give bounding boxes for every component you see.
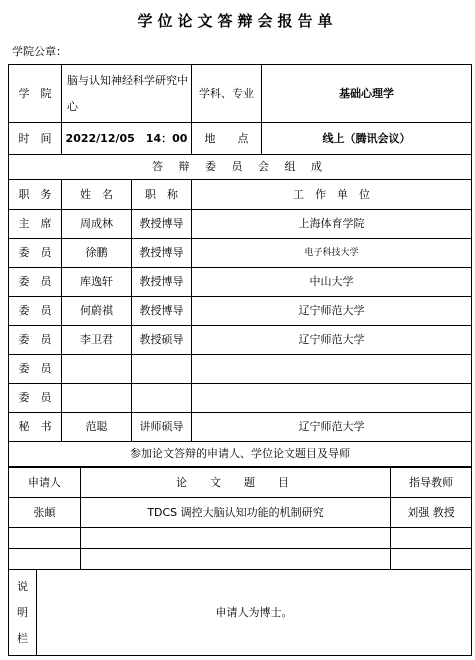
unit-cell: 辽宁师范大学: [192, 413, 472, 442]
page-title: 学位论文答辩会报告单: [137, 12, 338, 30]
committee-heading: 答 辩 委 员 会 组 成: [9, 155, 472, 180]
role-cell: 委 员: [9, 268, 62, 297]
col-name-header: 姓 名: [62, 180, 132, 210]
applicant-cell: [9, 549, 81, 570]
thesis-cell: [81, 549, 391, 570]
title-cell: [132, 355, 192, 384]
title-cell: 教授博导: [132, 239, 192, 268]
unit-cell: 中山大学: [192, 268, 472, 297]
applicant-cell: [9, 528, 81, 549]
unit-cell: [192, 355, 472, 384]
role-cell: 委 员: [9, 297, 62, 326]
committee-row: [9, 297, 472, 326]
role-cell: 秘 书: [9, 413, 62, 442]
committee-row: [9, 210, 472, 239]
place-value: 线上（腾讯会议）: [262, 123, 472, 155]
advisor-cell: [391, 549, 472, 570]
name-cell: 范聪: [62, 413, 132, 442]
name-cell: 何蔚祺: [62, 297, 132, 326]
applicant-row: [9, 498, 472, 528]
role-cell: 委 员: [9, 239, 62, 268]
unit-cell: [192, 384, 472, 413]
remarks-label: [9, 570, 37, 656]
advisor-cell: 刘强 教授: [391, 498, 472, 528]
role-cell: 主 席: [9, 210, 62, 239]
college-label: 学 院: [9, 65, 62, 123]
remarks-text: 申请人为博士。: [37, 570, 472, 656]
thesis-cell: TDCS 调控大脑认知功能的机制研究: [81, 498, 391, 528]
remarks-label-char: 栏: [17, 631, 28, 645]
college-seal-label: 学院公章：: [12, 45, 67, 58]
col-applicant-header: 申请人: [9, 468, 81, 498]
committee-row: [9, 326, 472, 355]
col-unit-header: 工 作 单 位: [192, 180, 472, 210]
unit-cell: 上海体育学院: [192, 210, 472, 239]
col-advisor-header: 指导教师: [391, 468, 472, 498]
committee-row: [9, 355, 472, 384]
remarks-label-char: 说: [17, 579, 28, 593]
remarks-label-char: 明: [17, 605, 28, 619]
applicant-row: [9, 528, 472, 549]
major-value: 基础心理学: [262, 65, 472, 123]
col-title-header: 职 称: [132, 180, 192, 210]
unit-cell: 辽宁师范大学: [192, 297, 472, 326]
applicant-row: [9, 549, 472, 570]
report-table: [8, 64, 472, 467]
place-label: 地 点: [192, 123, 262, 155]
committee-row: [9, 413, 472, 442]
col-thesis-header: 论 文 题 目: [81, 468, 391, 498]
advisor-cell: [391, 528, 472, 549]
role-cell: 委 员: [9, 355, 62, 384]
name-cell: 徐鹏: [62, 239, 132, 268]
title-cell: 讲师硕导: [132, 413, 192, 442]
unit-cell: 辽宁师范大学: [192, 326, 472, 355]
name-cell: 周成林: [62, 210, 132, 239]
applicants-heading: 参加论文答辩的申请人、学位论文题目及导师: [9, 442, 472, 467]
unit-cell: 电子科技大学: [192, 239, 472, 268]
role-cell: 委 员: [9, 384, 62, 413]
title-cell: 教授博导: [132, 297, 192, 326]
name-cell: [62, 355, 132, 384]
time-label: 时 间: [9, 123, 62, 155]
committee-row: [9, 384, 472, 413]
title-cell: 教授博导: [132, 210, 192, 239]
title-cell: [132, 384, 192, 413]
name-cell: 李卫君: [62, 326, 132, 355]
title-cell: 教授硕导: [132, 326, 192, 355]
role-cell: 委 员: [9, 326, 62, 355]
committee-row: [9, 268, 472, 297]
thesis-cell: [81, 528, 391, 549]
applicants-table: [8, 467, 472, 656]
major-label: 学科、专业: [192, 65, 262, 123]
college-value: 脑与认知神经科学研究中心: [62, 65, 192, 123]
committee-row: [9, 239, 472, 268]
applicant-cell: 张頔: [9, 498, 81, 528]
name-cell: [62, 384, 132, 413]
col-role-header: 职 务: [9, 180, 62, 210]
time-value: 2022/12/05 14：00: [62, 123, 192, 155]
name-cell: 库逸轩: [62, 268, 132, 297]
title-cell: 教授博导: [132, 268, 192, 297]
